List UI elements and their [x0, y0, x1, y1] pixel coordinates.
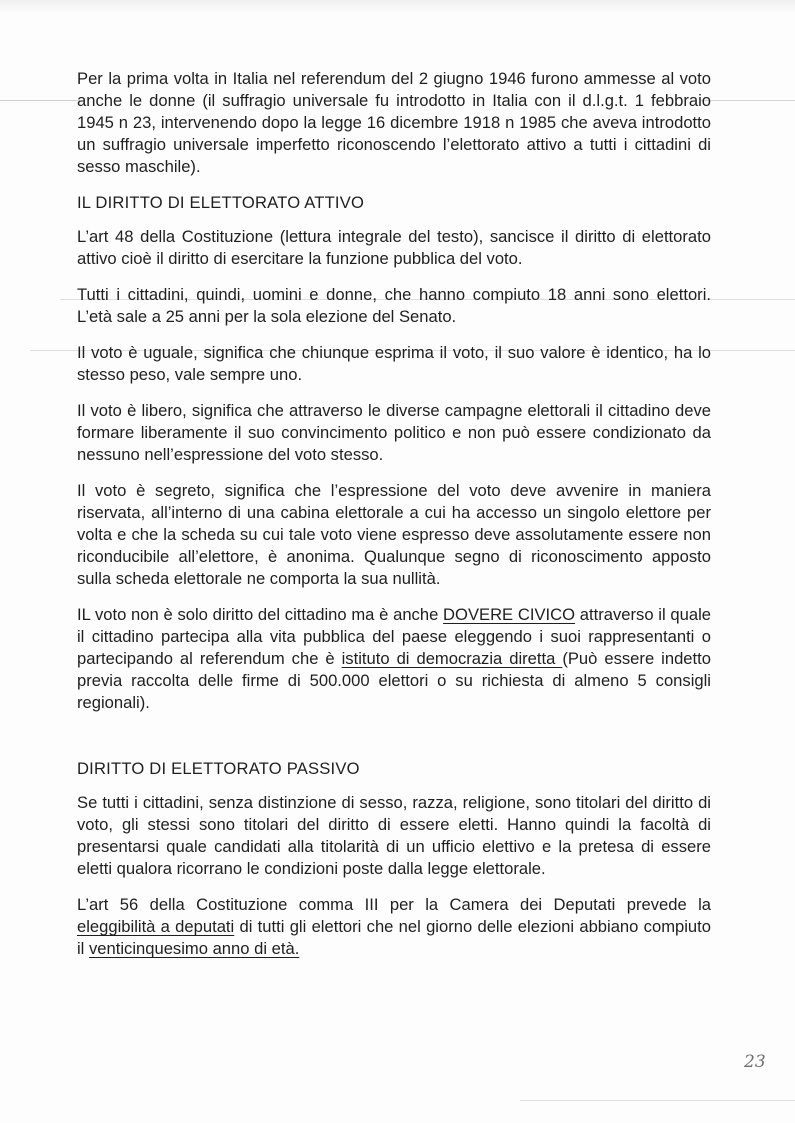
underlined-eleggibilita: eleggibilità a deputati — [77, 917, 235, 936]
paragraph-voto-segreto: Il voto è segreto, significa che l’espressione del voto deve avvenire in maniera riservata, all’interno di una cabina elettorale a cui ha accesso un singolo elettore per volta e che la scheda su cui tale voto viene espresso deve assolutamente essere non riconducibile all’elettore, è anonima. Qualunque segno di riconoscimento apposto sulla scheda elettorale ne comporta la sua nullità. — [77, 481, 711, 588]
underlined-democrazia-diretta: istituto di democrazia diretta — [341, 649, 563, 668]
text-segment: L’art 56 della Costituzione comma III per la Camera dei Deputati prevede la — [77, 895, 711, 914]
scan-edge-shadow — [0, 0, 795, 14]
text-segment: IL voto non è solo diritto del cittadino ma è anche — [77, 605, 444, 624]
paragraph-diritto-eletti: Se tutti i cittadini, senza distinzione di sesso, razza, religione, sono titolari del diritto di voto, gli stessi sono titolari del diritto di essere eletti. Hanno quindi la facoltà di presentarsi quale candidati alla titolarità di un ufficio elettivo e la pretesa di essere eletti qualora ricorrano le condizioni poste dalla legge elettorale. — [77, 793, 711, 878]
underlined-dovere-civico: DOVERE CIVICO — [443, 605, 576, 624]
text-segment: di tutti gli elettori che nel giorno delle elezioni abbiano compiuto il — [77, 917, 711, 958]
page-number: 23 — [744, 1052, 766, 1072]
paragraph-dovere-civico — [77, 604, 711, 714]
scan-line — [0, 100, 80, 101]
paragraph-art56 — [77, 894, 711, 960]
scan-line — [520, 1100, 795, 1101]
text-segment: (Può essere indetto previa raccolta delle firme di 500.000 elettori o su richiesta di almeno 5 consigli regionali). — [77, 649, 711, 712]
paragraph-voto-libero: Il voto è libero, significa che attraverso le diverse campagne elettorali il cittadino deve formare liberamente il suo convincimento politico e non può essere condizionato da nessuno nell’espressione del voto stesso. — [77, 401, 711, 464]
section-spacer — [77, 728, 711, 752]
heading-elettorato-passivo: DIRITTO DI ELETTORATO PASSIVO — [77, 759, 360, 778]
document-body — [77, 68, 711, 974]
paragraph-voto-uguale: Il voto è uguale, significa che chiunque esprima il voto, il suo valore è identico, ha lo stesso peso, vale sempre uno. — [77, 343, 711, 384]
paragraph-eta-elettori: Tutti i cittadini, quindi, uomini e donne, che hanno compiuto 18 anni sono elettori. L’età sale a 25 anni per la sola elezione del Senato. — [77, 285, 711, 326]
text-segment: attraverso il quale il cittadino partecipa alla vita pubblica del paese eleggendo i suoi rappresentanti o partecipando al referendum che è — [77, 605, 711, 668]
paragraph-art48: L’art 48 della Costituzione (lettura integrale del testo), sancisce il diritto di elettorato attivo cioè il diritto di esercitare la funzione pubblica del voto. — [77, 227, 711, 268]
intro-paragraph: Per la prima volta in Italia nel referendum del 2 giugno 1946 furono ammesse al voto anche le donne (il suffragio universale fu introdotto in Italia con il d.l.g.t. 1 febbraio 1945 n 23, intervenendo dopo la legge 16 dicembre 1918 n 1985 che aveva introdotto un suffragio universale imperfetto riconoscendo l’elettorato attivo a tutti i cittadini di sesso maschile). — [77, 69, 711, 176]
heading-elettorato-attivo: IL DIRITTO DI ELETTORATO ATTIVO — [77, 193, 365, 212]
underlined-venticinquesimo-anno: venticinquesimo anno di età. — [88, 939, 300, 958]
scan-line — [700, 100, 795, 101]
